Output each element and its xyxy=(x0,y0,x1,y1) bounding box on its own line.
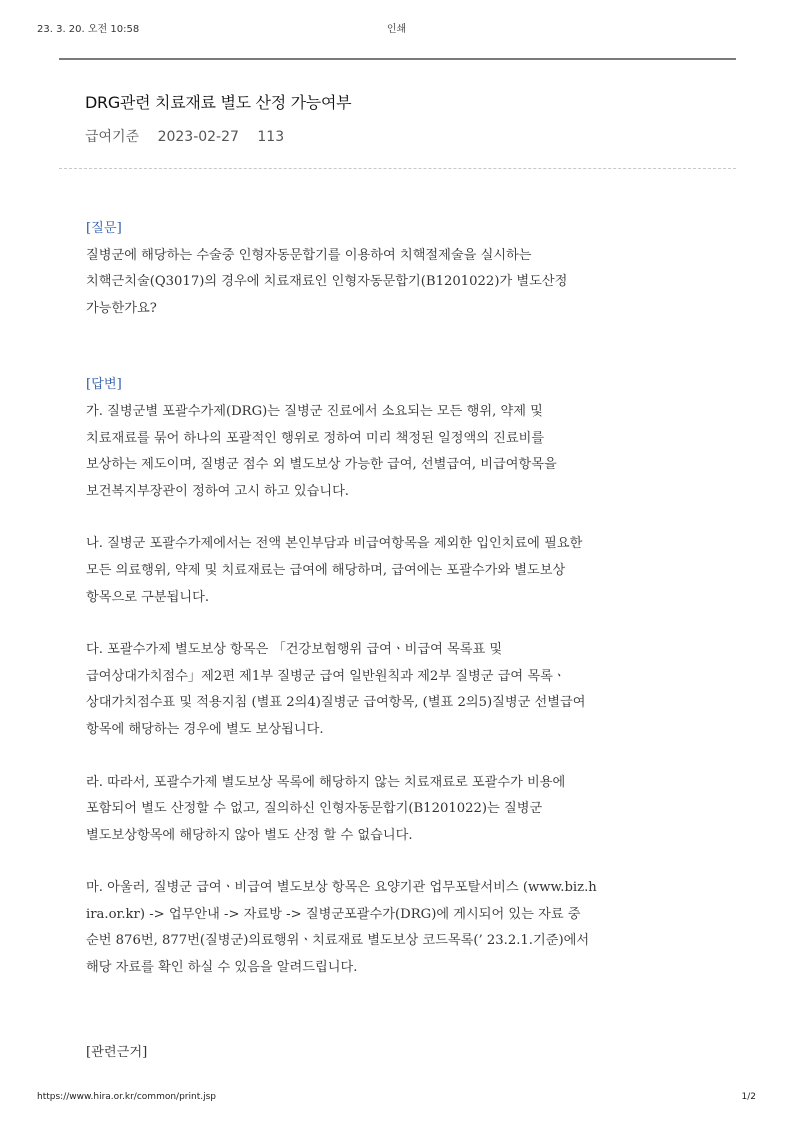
answer-line: 모든 의료행위, 약제 및 치료재료는 급여에 해당하며, 급여에는 포괄수가와 별도보상 xyxy=(86,562,566,578)
meta-divider xyxy=(59,168,736,169)
answer-line: 마. 아울러, 질병군 급여ㆍ비급여 별도보상 항목은 요양기관 업무포탈서비스 (www.biz.h xyxy=(86,880,597,896)
question-line: 질병군에 해당하는 수술중 인형자동문합기를 이용하여 치핵절제술을 실시하는 xyxy=(86,247,532,263)
answer-line: 순번 876번, 877번(질병군)의료행위ㆍ치료재료 별도보상 코드목록(’ 23.2.1.기준)에서 xyxy=(86,933,590,949)
question-heading: [질문] xyxy=(86,221,122,236)
answer-line: 해당 자료를 확인 하실 수 있음을 알려드립니다. xyxy=(86,960,358,976)
answer-line: ira.or.kr) -> 업무안내 -> 자료방 -> 질병군포괄수가(DRG)에 게시되어 있는 자료 중 xyxy=(86,906,581,922)
answer-line: 나. 질병군 포괄수가제에서는 전액 본인부담과 비급여항목을 제외한 입인치료에 필요한 xyxy=(86,536,583,552)
print-url: https://www.hira.or.kr/common/print.jsp xyxy=(37,1092,216,1102)
answer-heading: [답변] xyxy=(86,377,122,393)
question-line: 가능한가요? xyxy=(86,300,157,316)
answer-line: 다. 포괄수가제 별도보상 항목은 「건강보험행위 급여ㆍ비급여 목록표 및 xyxy=(86,642,503,658)
print-datetime: 23. 3. 20. 오전 10:58 xyxy=(37,24,140,35)
answer-line: 보건복지부장관이 정하여 고시 하고 있습니다. xyxy=(86,483,350,499)
question-line: 치핵근치술(Q3017)의 경우에 치료재료인 인형자동문합기(B1201022)가 별도산정 xyxy=(86,274,568,290)
document-date: 2023-02-27 xyxy=(157,129,239,145)
document-number: 113 xyxy=(257,129,285,145)
answer-line: 보상하는 제도이며, 질병군 점수 외 별도보상 가능한 급여, 선별급여, 비급여항목을 xyxy=(86,457,557,473)
document-body xyxy=(86,216,716,1066)
answer-line: 치료재료를 묶어 하나의 포괄적인 행위로 정하여 미리 책정된 일정액의 진료비를 xyxy=(86,430,545,446)
answer-line: 항목으로 구분됩니다. xyxy=(86,589,210,605)
document-meta xyxy=(85,126,298,146)
answer-line: 항목에 해당하는 경우에 별도 보상됩니다. xyxy=(86,721,324,737)
document-title: DRG관련 치료재료 별도 산정 가능여부 xyxy=(85,93,352,112)
print-title: 인쇄 xyxy=(386,24,407,35)
title-divider xyxy=(59,58,736,60)
answer-line: 상대가치점수표 및 적용지침 (별표 2의4)질병군 급여항목, (별표 2의5)질병군 선별급여 xyxy=(86,695,586,711)
answer-line: 급여상대가치점수」제2편 제1부 질병군 급여 일반원칙과 제2부 질병군 급여 목록ㆍ xyxy=(86,668,566,684)
category-label: 급여기준 xyxy=(85,129,140,145)
answer-line: 포함되어 별도 산정할 수 없고, 질의하신 인형자동문합기(B1201022)는 질병군 xyxy=(86,801,543,817)
basis-heading: [관련근거] xyxy=(86,1044,148,1060)
answer-line: 가. 질병군별 포괄수가제(DRG)는 질병군 진료에서 소요되는 모든 행위, 약제 및 xyxy=(86,403,543,419)
print-header xyxy=(0,20,793,34)
page-number: 1/2 xyxy=(741,1092,756,1102)
answer-line: 별도보상항목에 해당하지 않아 별도 산정 할 수 없습니다. xyxy=(86,827,413,843)
answer-line: 라. 따라서, 포괄수가제 별도보상 목록에 해당하지 않는 치료재료로 포괄수가 비용에 xyxy=(86,774,566,790)
